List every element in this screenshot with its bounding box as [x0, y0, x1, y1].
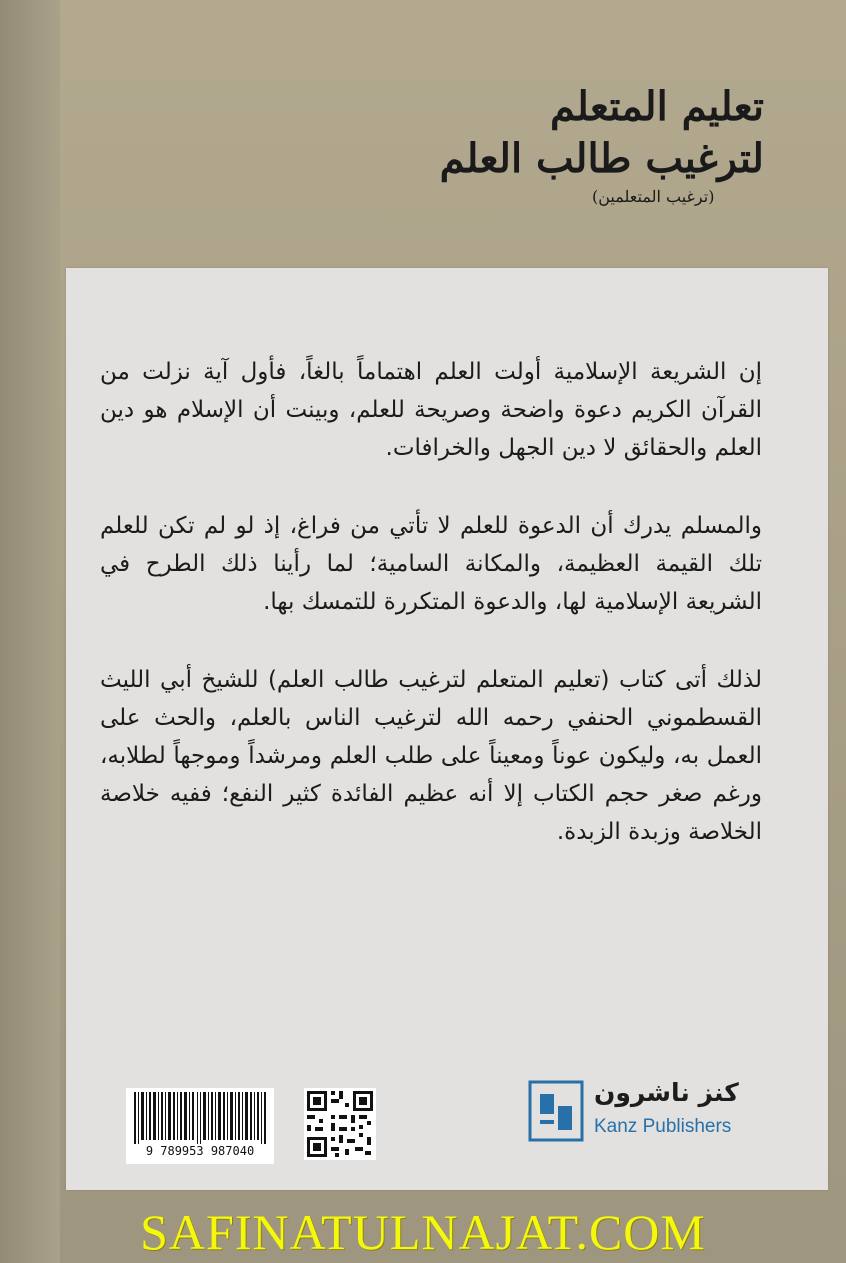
- kanz-logo-icon: [528, 1080, 584, 1142]
- description-text: [100, 353, 762, 891]
- publisher-name-english: Kanz Publishers: [594, 1116, 732, 1137]
- title-line-2: لترغيب طالب العلم: [439, 135, 764, 182]
- subtitle: (ترغيب المتعلمين): [592, 187, 715, 206]
- paragraph-2: والمسلم يدرك أن الدعوة للعلم لا تأتي من فراغ، إذ لو لم تكن للعلم تلك القيمة العظيمة، والمكانة السامية؛ لما رأينا ذلك الطرح في الشريعة الإسلامية لها، والدعوة المتكررة للتمسك بها.: [100, 513, 762, 615]
- isbn-barcode: [126, 1088, 274, 1164]
- site-watermark: SAFINATULNAJAT.COM: [140, 1204, 706, 1260]
- title-block: [404, 82, 764, 208]
- qr-code-icon: [304, 1088, 376, 1160]
- publisher-name-arabic: كنز ناشرون: [594, 1078, 739, 1107]
- publisher-logo: [528, 1076, 788, 1156]
- barcode-bars-icon: [132, 1092, 268, 1144]
- paragraph-3: لذلك أتى كتاب (تعليم المتعلم لترغيب طالب العلم) للشيخ أبي الليث القسطموني الحنفي رحمه الله لترغيب الناس بالعلم، والحث على العمل به، وليكون عوناً ومعيناً على طلب العلم ومرشداً وموجهاً لطلابه، ورغم صغر حجم الكتاب إلا أنه عظيم الفائدة كثير النفع؛ ففيه خلاصة الخلاصة وزبدة الزبدة.: [100, 667, 762, 845]
- paragraph-1: إن الشريعة الإسلامية أولت العلم اهتماماً بالغاً، فأول آية نزلت من القرآن الكريم دعوة واضحة وصريحة للعلم، وبينت أن الإسلام هو دين العلم والحقائق لا دين الجهل والخرافات.: [100, 359, 762, 461]
- spine-edge: [0, 0, 60, 1263]
- title-line-1: تعليم المتعلم: [550, 83, 764, 130]
- isbn-number: 9 789953 987040: [145, 1144, 255, 1158]
